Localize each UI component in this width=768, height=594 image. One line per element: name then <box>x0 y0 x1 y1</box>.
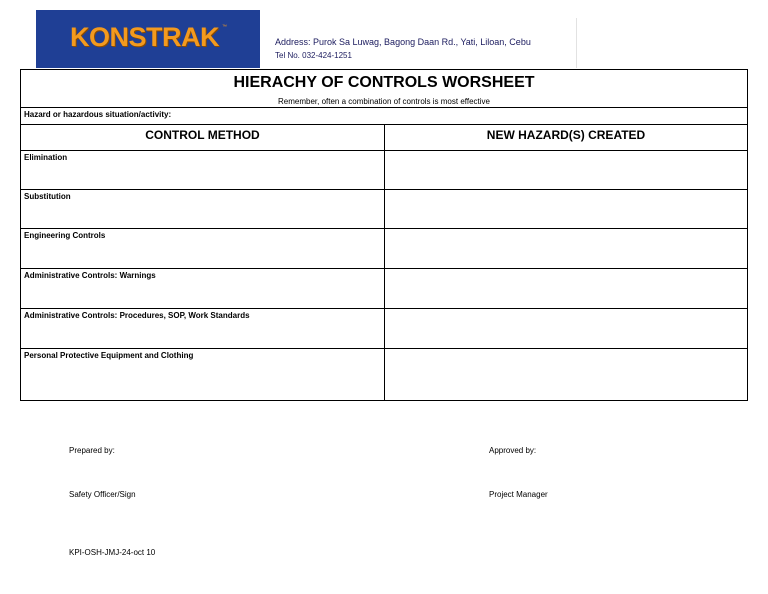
new-hazard-input-admin-procedures[interactable] <box>385 309 749 349</box>
company-logo <box>36 10 260 68</box>
new-hazard-input-admin-warnings[interactable] <box>385 269 749 309</box>
worksheet-table <box>20 69 748 401</box>
project-manager-label: Project Manager <box>489 490 548 499</box>
row-label-admin-procedures: Administrative Controls: Procedures, SOP, Work Standards <box>24 311 250 320</box>
company-tel: Tel No. 032-424-1251 <box>275 51 352 60</box>
logo-text: KONSTRAK <box>70 22 219 52</box>
prepared-by-label: Prepared by: <box>69 446 115 455</box>
new-hazard-input-elimination[interactable] <box>385 151 749 191</box>
safety-officer-label: Safety Officer/Sign <box>69 490 136 499</box>
worksheet-title: HIERACHY OF CONTROLS WORSHEET <box>233 74 535 91</box>
new-hazard-input-ppe[interactable] <box>385 349 749 401</box>
row-label-ppe: Personal Protective Equipment and Clothing <box>24 351 194 360</box>
row-label-admin-warnings: Administrative Controls: Warnings <box>24 271 156 280</box>
hazard-label: Hazard or hazardous situation/activity: <box>24 110 172 119</box>
new-hazard-input-substitution[interactable] <box>385 190 749 230</box>
document-code: KPI-OSH-JMJ-24-oct 10 <box>69 548 156 557</box>
column-header-new-hazards: NEW HAZARD(S) CREATED <box>486 128 646 142</box>
row-label-substitution: Substitution <box>24 192 71 201</box>
new-hazard-input-engineering[interactable] <box>385 229 749 269</box>
company-address: Address: Purok Sa Luwag, Bagong Daan Rd., Yati, Liloan, Cebu <box>275 37 531 47</box>
hazard-input[interactable] <box>201 108 745 125</box>
row-label-engineering-controls: Engineering Controls <box>24 231 106 240</box>
logo-trademark: ™ <box>222 24 227 30</box>
column-header-control-method: CONTROL METHOD <box>145 128 260 142</box>
approved-by-label: Approved by: <box>489 446 537 455</box>
row-label-elimination: Elimination <box>24 153 68 162</box>
worksheet-subtitle: Remember, often a combination of controls is most effective <box>278 97 490 106</box>
